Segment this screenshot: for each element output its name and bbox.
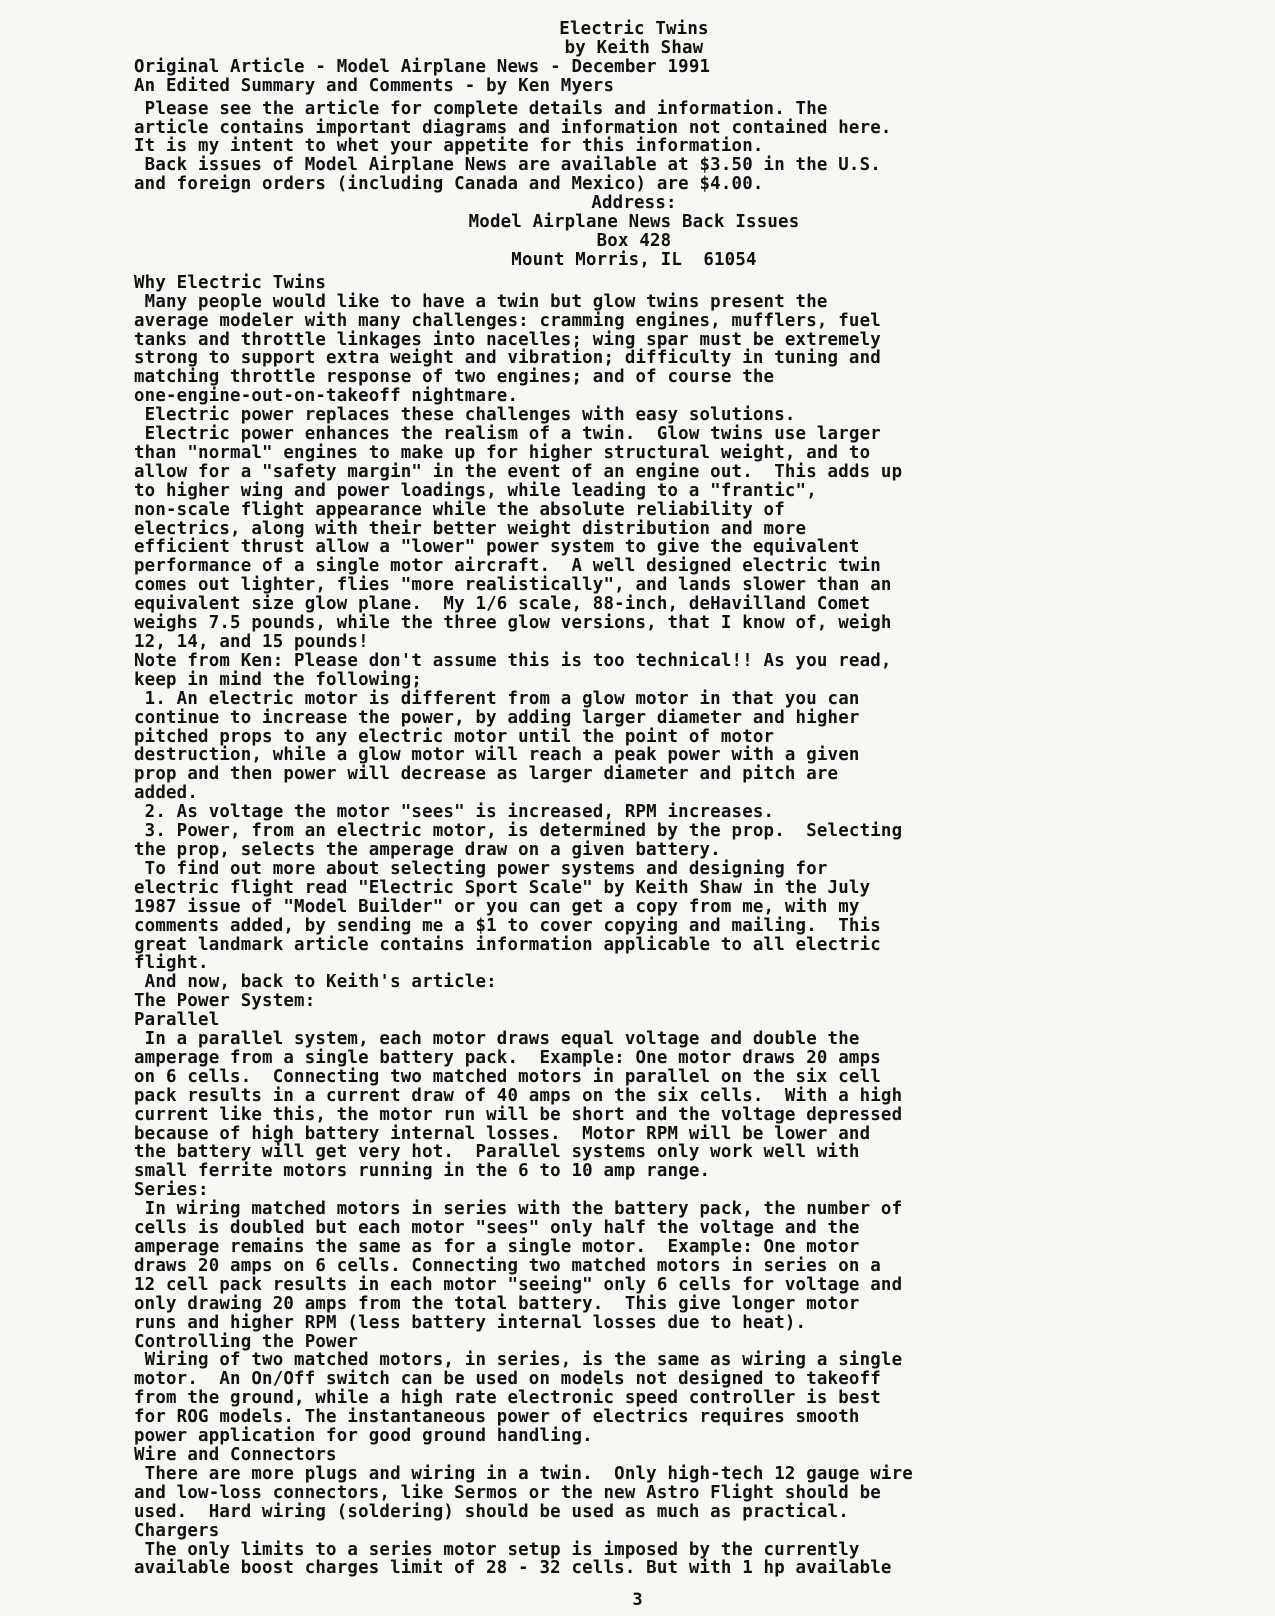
text-line: comes out lighter, flies "more realistically", and lands slower than an	[134, 575, 892, 596]
note-section	[134, 652, 1134, 992]
address-label: Address:	[591, 193, 677, 214]
text-line: 3. Power, from an electric motor, is determined by the prop. Selecting	[134, 821, 903, 842]
text-line: pack results in a current draw of 40 amps on the six cells. With a high	[134, 1085, 903, 1106]
text-line: allow for a "safety margin" in the event of an engine out. This adds up	[134, 461, 903, 482]
text-line: amperage remains the same as for a single motor. Example: One motor	[134, 1237, 860, 1257]
controlling-section	[134, 1333, 1134, 1446]
text-line: matching throttle response of two engines; and of course the	[134, 367, 775, 388]
text-line: available boost charges limit of 28 - 32 cells. But with 1 hp available	[134, 1558, 892, 1579]
text-line: on 6 cells. Connecting two matched motors in parallel on the six cell	[134, 1066, 881, 1087]
section-heading: Controlling the Power	[134, 1331, 359, 1352]
text-line: prop and then power will decrease as larger diameter and pitch are	[134, 764, 839, 785]
section-heading: Wire and Connectors	[134, 1444, 337, 1465]
text-line: the prop, selects the amperage draw on a given battery.	[134, 839, 721, 860]
text-line: Wiring of two matched motors, in series, is the same as wiring a single	[134, 1350, 903, 1371]
text-line: 1987 issue of "Model Builder" or you can get a copy from me, with my	[134, 896, 860, 917]
text-line: 2. As voltage the motor "sees" is increased, RPM increases.	[134, 802, 775, 823]
text-line: average modeler with many challenges: cramming engines, mufflers, fuel	[134, 310, 881, 331]
text-line: added.	[134, 783, 199, 804]
text-line: performance of a single motor aircraft. A well designed electric twin	[134, 556, 881, 577]
text-line: Electric power enhances the realism of a twin. Glow twins use larger	[134, 424, 881, 445]
text-line: 1. An electric motor is different from a glow motor in that you can	[134, 688, 860, 709]
text-line: current like this, the motor run will be short and the voltage depressed	[134, 1104, 903, 1125]
text-line: electric flight read "Electric Sport Scale" by Keith Shaw in the July	[134, 877, 871, 898]
text-line: continue to increase the power, by adding larger diameter and higher	[134, 707, 860, 728]
why-paragraph	[134, 293, 1134, 652]
summary-line: An Edited Summary and Comments - by Ken Myers	[134, 75, 615, 96]
text-line: from the ground, while a high rate electronic speed controller is best	[134, 1388, 881, 1409]
text-line: weighs 7.5 pounds, while the three glow versions, that I know of, weigh	[134, 613, 892, 634]
text-line: 12, 14, and 15 pounds!	[134, 632, 369, 652]
original-article-line: Original Article - Model Airplane News - December 1991	[134, 56, 711, 77]
note-first-text: : Please don't assume this is too technical!! As you read,	[272, 650, 892, 671]
section-heading: The Power System:	[134, 991, 316, 1012]
text-line: draws 20 amps on 6 cells. Connecting two matched motors in series on a	[134, 1255, 881, 1276]
article-byline: by Keith Shaw	[564, 37, 704, 58]
power-section	[134, 992, 1134, 1332]
text-line: cells is doubled but each motor "sees" only half the voltage and the	[134, 1218, 860, 1239]
text-line: In wiring matched motors in series with the battery pack, the number of	[134, 1199, 903, 1220]
text-line: runs and higher RPM (less battery internal losses due to heat).	[134, 1312, 807, 1333]
text-line: to higher wing and power loadings, while leading to a "frantic",	[134, 480, 817, 501]
text-line: non-scale flight appearance while the absolute reliability of	[134, 499, 785, 520]
text-line: pitched props to any electric motor until the point of motor	[134, 726, 775, 747]
article-header	[134, 20, 1134, 58]
text-line: comments added, by sending me a $1 to cover copying and mailing. This	[134, 915, 881, 936]
note-label: Note from Ken	[134, 650, 273, 671]
text-line: Please see the article for complete details and information. The	[134, 98, 828, 119]
text-line: only drawing 20 amps from the total battery. This give longer motor	[134, 1293, 860, 1314]
text-line: flight.	[134, 953, 209, 974]
text-line: tanks and throttle linkages into nacelles; wing spar must be extremely	[134, 329, 881, 350]
wire-paragraph	[134, 1465, 1134, 1522]
text-line: 12 cell pack results in each motor "seeing" only 6 cells for voltage and	[134, 1274, 903, 1295]
text-line: power application for good ground handling.	[134, 1426, 593, 1447]
text-line: electrics, along with their better weight distribution and more	[134, 518, 807, 539]
why-section	[134, 274, 1134, 652]
text-line: Many people would like to have a twin but glow twins present the	[134, 291, 828, 312]
note-paragraph	[134, 671, 1134, 992]
text-line: It is my intent to whet your appetite for this information.	[134, 136, 764, 157]
text-line: And now, back to Keith's article:	[134, 972, 497, 993]
document-page	[134, 20, 1134, 1578]
text-line: Electric power replaces these challenges with easy solutions.	[134, 405, 796, 426]
section-heading: Chargers	[134, 1520, 220, 1541]
text-line: strong to support extra weight and vibration; difficulty in tuning and	[134, 348, 881, 369]
controlling-paragraph	[134, 1351, 1134, 1446]
article-title: Electric Twins	[559, 19, 709, 39]
text-line: There are more plugs and wiring in a twin. Only high-tech 12 gauge wire	[134, 1463, 913, 1484]
subsection-heading: Parallel	[134, 1010, 220, 1031]
text-line: than "normal" engines to make up for higher structural weight, and to	[134, 442, 871, 463]
text-line: efficient thrust allow a "lower" power system to give the equivalent	[134, 537, 860, 558]
address-line: Mount Morris, IL 61054	[511, 249, 757, 270]
text-line: destruction, while a glow motor will reach a peak power with a given	[134, 745, 860, 766]
text-line: one-engine-out-on-takeoff nightmare.	[134, 386, 519, 407]
text-line: To find out more about selecting power systems and designing for	[134, 858, 828, 879]
address-line: Model Airplane News Back Issues	[468, 212, 800, 233]
text-line: because of high battery internal losses. Motor RPM will be lower and	[134, 1123, 871, 1144]
page-number: 3	[632, 1590, 643, 1610]
text-line: and low-loss connectors, like Sermos or the new Astro Flight should be	[134, 1482, 881, 1503]
text-line: motor. An On/Off switch can be used on models not designed to takeoff	[134, 1369, 881, 1390]
text-line: In a parallel system, each motor draws equal voltage and double the	[134, 1029, 860, 1050]
parallel-paragraph	[134, 1030, 1134, 1181]
address-line: Box 428	[596, 230, 672, 251]
text-line: Back issues of Model Airplane News are available at $3.50 in the U.S.	[134, 155, 881, 176]
chargers-section	[134, 1522, 1134, 1579]
text-line: great landmark article contains information applicable to all electric	[134, 934, 881, 955]
note-first-line	[134, 652, 1134, 671]
section-heading: Why Electric Twins	[134, 272, 327, 293]
subsection-heading: Series:	[134, 1180, 209, 1201]
text-line: amperage from a single battery pack. Example: One motor draws 20 amps	[134, 1047, 881, 1068]
text-line: for ROG models. The instantaneous power of electrics requires smooth	[134, 1407, 860, 1428]
text-line: article contains important diagrams and information not contained here.	[134, 117, 892, 138]
text-line: the battery will get very hot. Parallel systems only work well with	[134, 1142, 860, 1163]
text-line: The only limits to a series motor setup is imposed by the currently	[134, 1539, 860, 1560]
text-line: used. Hard wiring (soldering) should be used as much as practical.	[134, 1501, 849, 1522]
series-paragraph	[134, 1200, 1134, 1332]
wire-section	[134, 1446, 1134, 1522]
text-line: equivalent size glow plane. My 1/6 scale, 88-inch, deHavilland Comet	[134, 594, 871, 615]
text-line: keep in mind the following;	[134, 669, 423, 690]
text-line: small ferrite motors running in the 6 to 10 amp range.	[134, 1161, 711, 1182]
address-block	[134, 194, 1134, 270]
chargers-paragraph	[134, 1541, 1134, 1579]
intro-paragraph	[134, 100, 1134, 195]
text-line: and foreign orders (including Canada and Mexico) are $4.00.	[134, 174, 764, 195]
